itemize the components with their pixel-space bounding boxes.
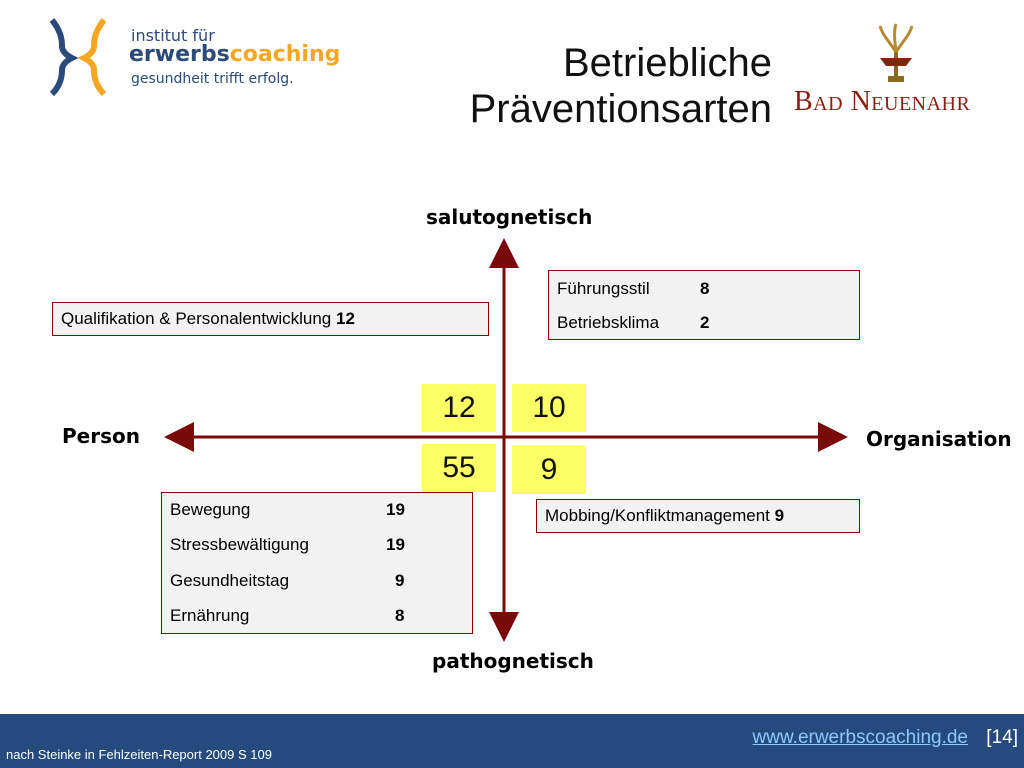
- bewegung-label-3: Gesundheitstag: [170, 571, 290, 590]
- bewegung-label-2: Stressbewältigung: [170, 535, 309, 554]
- count-bottom-left: 55: [422, 444, 496, 492]
- logo-line-1: institut für: [131, 26, 215, 45]
- fuehrung-value-2: 2: [700, 313, 710, 332]
- bewegung-label-4: Ernährung: [170, 606, 250, 625]
- website-link[interactable]: www.erwerbscoaching.de: [752, 727, 968, 748]
- count-top-right: 10: [512, 384, 586, 432]
- bewegung-value-2: 19: [386, 535, 405, 554]
- logo-erwerbs: erwerbs: [129, 42, 230, 67]
- footer-bar: [0, 714, 1024, 768]
- title-line-1: Betriebliche: [562, 41, 772, 85]
- mobbing-label: Mobbing/Konfliktmanagement: [545, 506, 770, 525]
- bewegung-value-3: 9: [395, 571, 405, 590]
- qualifikation-row: [61, 309, 355, 329]
- axis-label-left: Person: [62, 424, 140, 448]
- bad-neuenahr-logo: Bad Neuenahr: [794, 86, 971, 117]
- bewegung-box: [161, 492, 473, 634]
- fuehrung-label-1: Führungsstil: [557, 279, 650, 298]
- axis-label-bottom: pathognetisch: [432, 649, 594, 673]
- mobbing-row: [545, 506, 784, 526]
- logo-coaching: coaching: [229, 42, 341, 67]
- axis-label-top: salutognetisch: [426, 205, 593, 229]
- count-top-left: 12: [422, 384, 496, 432]
- bewegung-value-1: 19: [386, 500, 405, 519]
- title-line-2: Präventionsarten: [469, 87, 772, 131]
- page-number: [14]: [986, 727, 1018, 748]
- qualifikation-value: 12: [336, 309, 355, 328]
- fuehrung-value-1: 8: [700, 279, 710, 298]
- source-note: nach Steinke in Fehlzeiten-Report 2009 S 109: [6, 747, 272, 762]
- logo-tagline: gesundheit trifft erfolg.: [131, 71, 294, 87]
- bewegung-value-4: 8: [395, 606, 405, 625]
- axis-label-right: Organisation: [866, 427, 1012, 451]
- mobbing-box: [536, 499, 860, 533]
- qualifikation-box: [52, 302, 489, 336]
- count-bottom-right: 9: [512, 446, 586, 494]
- qualifikation-label: Qualifikation & Personalentwicklung: [61, 309, 332, 328]
- mobbing-value: 9: [774, 506, 785, 525]
- fuehrung-label-2: Betriebsklima: [557, 313, 660, 332]
- fuehrung-box: [548, 270, 860, 340]
- bewegung-label-1: Bewegung: [170, 500, 251, 519]
